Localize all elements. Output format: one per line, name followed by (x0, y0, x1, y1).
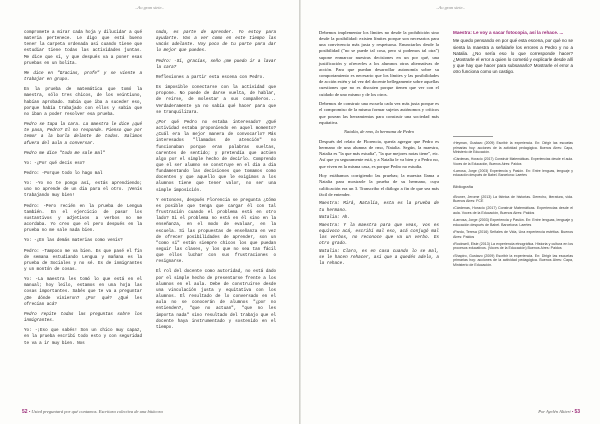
right-footer-text: Por Ayelén Altieri (538, 409, 571, 414)
paragraph: Y entonces, después Florencia se pregunta ¿Cómo es posible que tenga que cargar él con tal frustración cuando el problema está en otro lado? Si el problema no está en él sino en la enseñanza, en el modo de evaluar, en la escuela. Si las propuestas de enseñanza en vez de ofrecer posibilidades de aprender, son un "como si" están siempre chicos los que puedan seguir las clases, y los que no sea tan fácil que ellos luchar con sus frustraciones o resignarse. (156, 197, 276, 265)
right-footer (301, 409, 600, 415)
running-head-right: –Ao gran siete– (436, 5, 465, 10)
bibliography-entry: •Pardo, Teresa (2016) Señales de Vida, Una experiencia estética. Buenos Aires: Paidos (453, 230, 573, 239)
paragraph: El rol del docente como autoridad, no está dado por el simple hecho de presentarse frente a los alumnos en el aula. Debe de construirse desde una vinculación justa y equitativa con los alumnos. El resultado de lo conversado en el aula no se conocerán de alumnos "¿por no entienden?, "que no actuan", "que no les importa nada" sino resultado del trabajo que el docente haya instrumentado y sostenido en el tiempo. (156, 269, 276, 330)
paragraph: Después del relato de Florencia, quería agregar que Pedro es hermano de una alumna de rmo, Natalia. Según, la maestra, Natalia es "la que más estudia", "la que mejores notas tiene", etc. Así que ya seguramente está, y a Natalia le va bien y a Pedro no, que viven en la misma casa, es porque Pedro no estudia. (319, 139, 439, 169)
right-page (301, 0, 600, 424)
paragraph: Pedro se tapa la cara. La maestra le dice ¿qué te pasa, Pedro? El no responde. Pienso que por temor a la burla delante de todos. Salimos afuera del aula a conversar. (24, 122, 142, 146)
footnote: ³Larrosa, Jorge (2003) Experiencia y Pasión. En: Entre lenguas, lenguaje y educación después de Babel. Barcelona: Laertes (453, 168, 573, 178)
paragraph: Es imposible conectarse con la actividad que propone. No puede de darse vuelta, de hablar, de reírse, de molestar a sus compañeros... Verdaderamente ya no sabía qué hacer para que se tranquilizara. (156, 85, 276, 115)
right-column-1 (319, 30, 439, 269)
footnote: ²Cárdenas, Horacio (2017) Construir Matemáticas. Experiencias desde el aula. Voces de la Educación, Buenos Aires: Paidos (453, 157, 573, 166)
paragraph: Yo: -¿Por qué decís eso? (24, 160, 85, 166)
bibliography-entry: •Rockwell, Elsie (2013) La experiencia etnográfica. Historia y cultura en los procesos educativos. (Voces de la Educación) Buenos Aires: Paidos (453, 241, 573, 251)
paragraph: Natalia: Ah. (319, 215, 350, 221)
paragraph: Pedro: -Si, gracias, seño ¿me puedo ir a lavar la cara? (156, 58, 276, 70)
paragraph: En la prueba de matemática que tomó la maestra, sólo tres chicos, de los veintiuno, habían aprobado. Sabía que iba a suceder eso, porque había trabajado con ellos y sabía que no iban a poder resolver esa prueba. (24, 87, 142, 117)
paragraph: Pedro: -Pero recién en la prueba de Lengua también. En el ejercicio de pasar los sustantivos y adjetivos a verbos no me acordaba. Yo creo que el pero después en la prueba no me sale nada bien. (24, 203, 142, 234)
left-footer-text: Usted preguntará por qué contamos. Escritura colectiva de una bitácora (31, 409, 163, 414)
left-page (0, 0, 299, 424)
left-footer (0, 409, 321, 415)
bibliography-list (453, 195, 573, 268)
footnotes (453, 141, 573, 177)
paragraph: compromete a mirar cada hoja y dilucidar a qué materia pertenece. Le digo que está bueno tener la carpeta ordenada así cuando tiene que estudiar tiene todas las actividades juntas. Me dice que sí, y que después va a poner esas pruebas en un bolita. (24, 30, 142, 66)
paragraph: Pedro: -Tampoco me va bien. Es que pasé el fin de semana estudiando Lengua y mañana es la prueba de Sociales y no sé. Es de inmigrantes y un montón de cosas. (24, 248, 142, 272)
paragraph: Pedro repite todas las preguntas sobre los inmigrantes. (24, 311, 142, 324)
paragraph: Reflexiones a partir esta escena con Pedro. (156, 74, 265, 80)
paragraph: Pedro: -Porque todo lo hago mal (24, 170, 103, 176)
paragraph: Debemos de construir una escuela cada vez más justa porque es el compromiso de la misma formar sujetos autónomos y críticos que posean las herramientas para construir una sociedad más equitativa. (319, 101, 439, 125)
page-number-right: 53 (574, 409, 580, 415)
bibliography-entry: •Shapiro, Gustavo (2009) Escribir la experiencia. En: Dirigir las escuelas primarias hoy: acciones de la actividad pedagógica. Buenos Aires: Capa, Ministerio de Educación. (453, 253, 573, 267)
footer-separator: • (571, 409, 575, 414)
bibliography-entry: •Larrosa, Jorge (2003) Experiencia y Pasión. En: Entre lenguas, lenguaje y educación después de Babel. Barcelona: Laertes (453, 218, 573, 227)
paragraph: Yo: -La maestra les tomó lo que está en el manual; hoy leílo, estamos en una hoja las cosas importantes. Sabés que te va a preguntar ¿De dónde vinieron? ¿Por qué? ¿Qué les ofrecían acá? (24, 277, 142, 307)
paragraph: Hoy estábamos corrigiendo las pruebas; la maestra llama a Natalia para mostrarle la prueba de su hermano, cuya calificación era un 3. Transcribo el diálogo a fin de que sea más fácil de entender. (319, 173, 439, 197)
notes-divider (453, 136, 493, 137)
paragraph: Pedro me dice "todo me sale mal" (24, 150, 105, 156)
right-column-2 (453, 30, 573, 270)
left-column-2 (156, 30, 276, 335)
paragraph: Maestra: Y la maestra para que veas, vos es equívoco acá, escribí mal eso, acá conjugó mal los verbos, no reconoce que va un verbo. Es otro grado. (319, 222, 439, 247)
paragraph: Yo: -¿En las demás materias como venís? (24, 238, 123, 244)
paragraph: Natalia: Claro, es en casa cuando lo se mal, se le hacen rehacer, así que a quedés adelo, a la rehace. (319, 249, 439, 267)
paragraph: Me dice en "Gracias, profe" y se viente a trabajar en grupo. (24, 70, 142, 83)
paragraph: nada, es parte de aprender. Yo estoy para ayudarte. Vas a ver como en este tiempo las vacás adelante. Voy poco de tu parte para dar lo mejor que puedes. (156, 30, 276, 54)
paragraph: Maestra: Mirá, Natalia, esta es la prueba de tu hermano. (319, 201, 439, 213)
footnote: ¹Heyman, Gustavo (2009) Escribir la experiencia. En: Dirigir las escuelas primarias hoy: acciones de la actividad pedagógica. Buenos Aires: Capa, Ministerio de Educación. (453, 141, 573, 155)
reflection-paragraph: Me quedo pensando en por qué esta escena, por qué no se sienta la maestra a señalarle los errores a Pedro y no a Natalia. ¿No sería eso lo que corresponde hacer? ¿Mostrarle el error a quien lo cometió y explicarle desde allí y que hay que hacer para subsanarlo? Mostrarle el error a otro funciona como un castigo. (453, 38, 573, 74)
running-head-left: –Ao gran siete– (135, 5, 164, 10)
paragraph: ¿Por qué Pedro no estaba interesado? ¿Qué actividad estaba proponiendo en aquel momento? ¿Cuál era la mejor manera de convocarlo? Más interesados "llamados de atención" no funcionaban porque eran palabras sueltas, carentes de sentido; y pretendía que actúen algo por el simple hecho de decirlo. Comprendo que el ser alumno se construye en el día a día fundamentando las decisiones que tomamos como docentes y que aquello que le exigimos a los alumnos tiene que tener valor, no ser una simple imposición. (156, 119, 276, 193)
teacher-quote: Maestra: Le voy a sacar fotocopia, así la rehace. ... (453, 30, 564, 35)
left-column-1 (24, 30, 142, 351)
paragraph: Yo: -Yo no te pongo así, estás aprendiendo; uno no aprende de un día para el otro. ¡Venís trabajando muy bien! (24, 181, 142, 199)
footer-separator: • (28, 409, 32, 414)
bibliography-entry: •Bruner, Jerome (2013) La fábrica de historias. Derecho, literatura, vida. Buenos Aires: FCE (453, 194, 573, 204)
paragraph: Yo: -¡Eso que sabés! Son un chico muy capaz, en la prueba escribí todo esto y con seguridad te va a ir muy bien. Nos (24, 328, 142, 346)
page-number-left: 52 (22, 409, 28, 415)
bibliography-title: Bibliografía (453, 183, 474, 189)
paragraph: Debemos implementar los límites no desde la prohibición sino desde la posibilidad: existen límites porque son necesarios para una convivencia más justa y respetuosa. Enunciarlos desde la posibilidad ("no se puede tal cosa, pero si podemos tal otra") supone enmarcar nuestras decisiones en un por qué, una justificación y ofrecerles a los alumnos otras alternativas de acción. Para que puedan desarrollar autonomía sobre su comportamiento es necesario que los límites y las posibilidades de acción estén y tal vez del docente bellegamente sobre aquellas cuestiones que no es discuten porque tienen que ver con el cuidado de uno mismo y de los otros. (319, 30, 439, 97)
section-heading: Natalia, de rmo, la hermana de Pedro (343, 129, 414, 135)
bibliography-entry: •Cárdenas, Horacio (2017) Construir Matemáticas. Experiencias desde el aula. Voces de la Educación, Buenos Aires: Paidos (453, 206, 573, 216)
